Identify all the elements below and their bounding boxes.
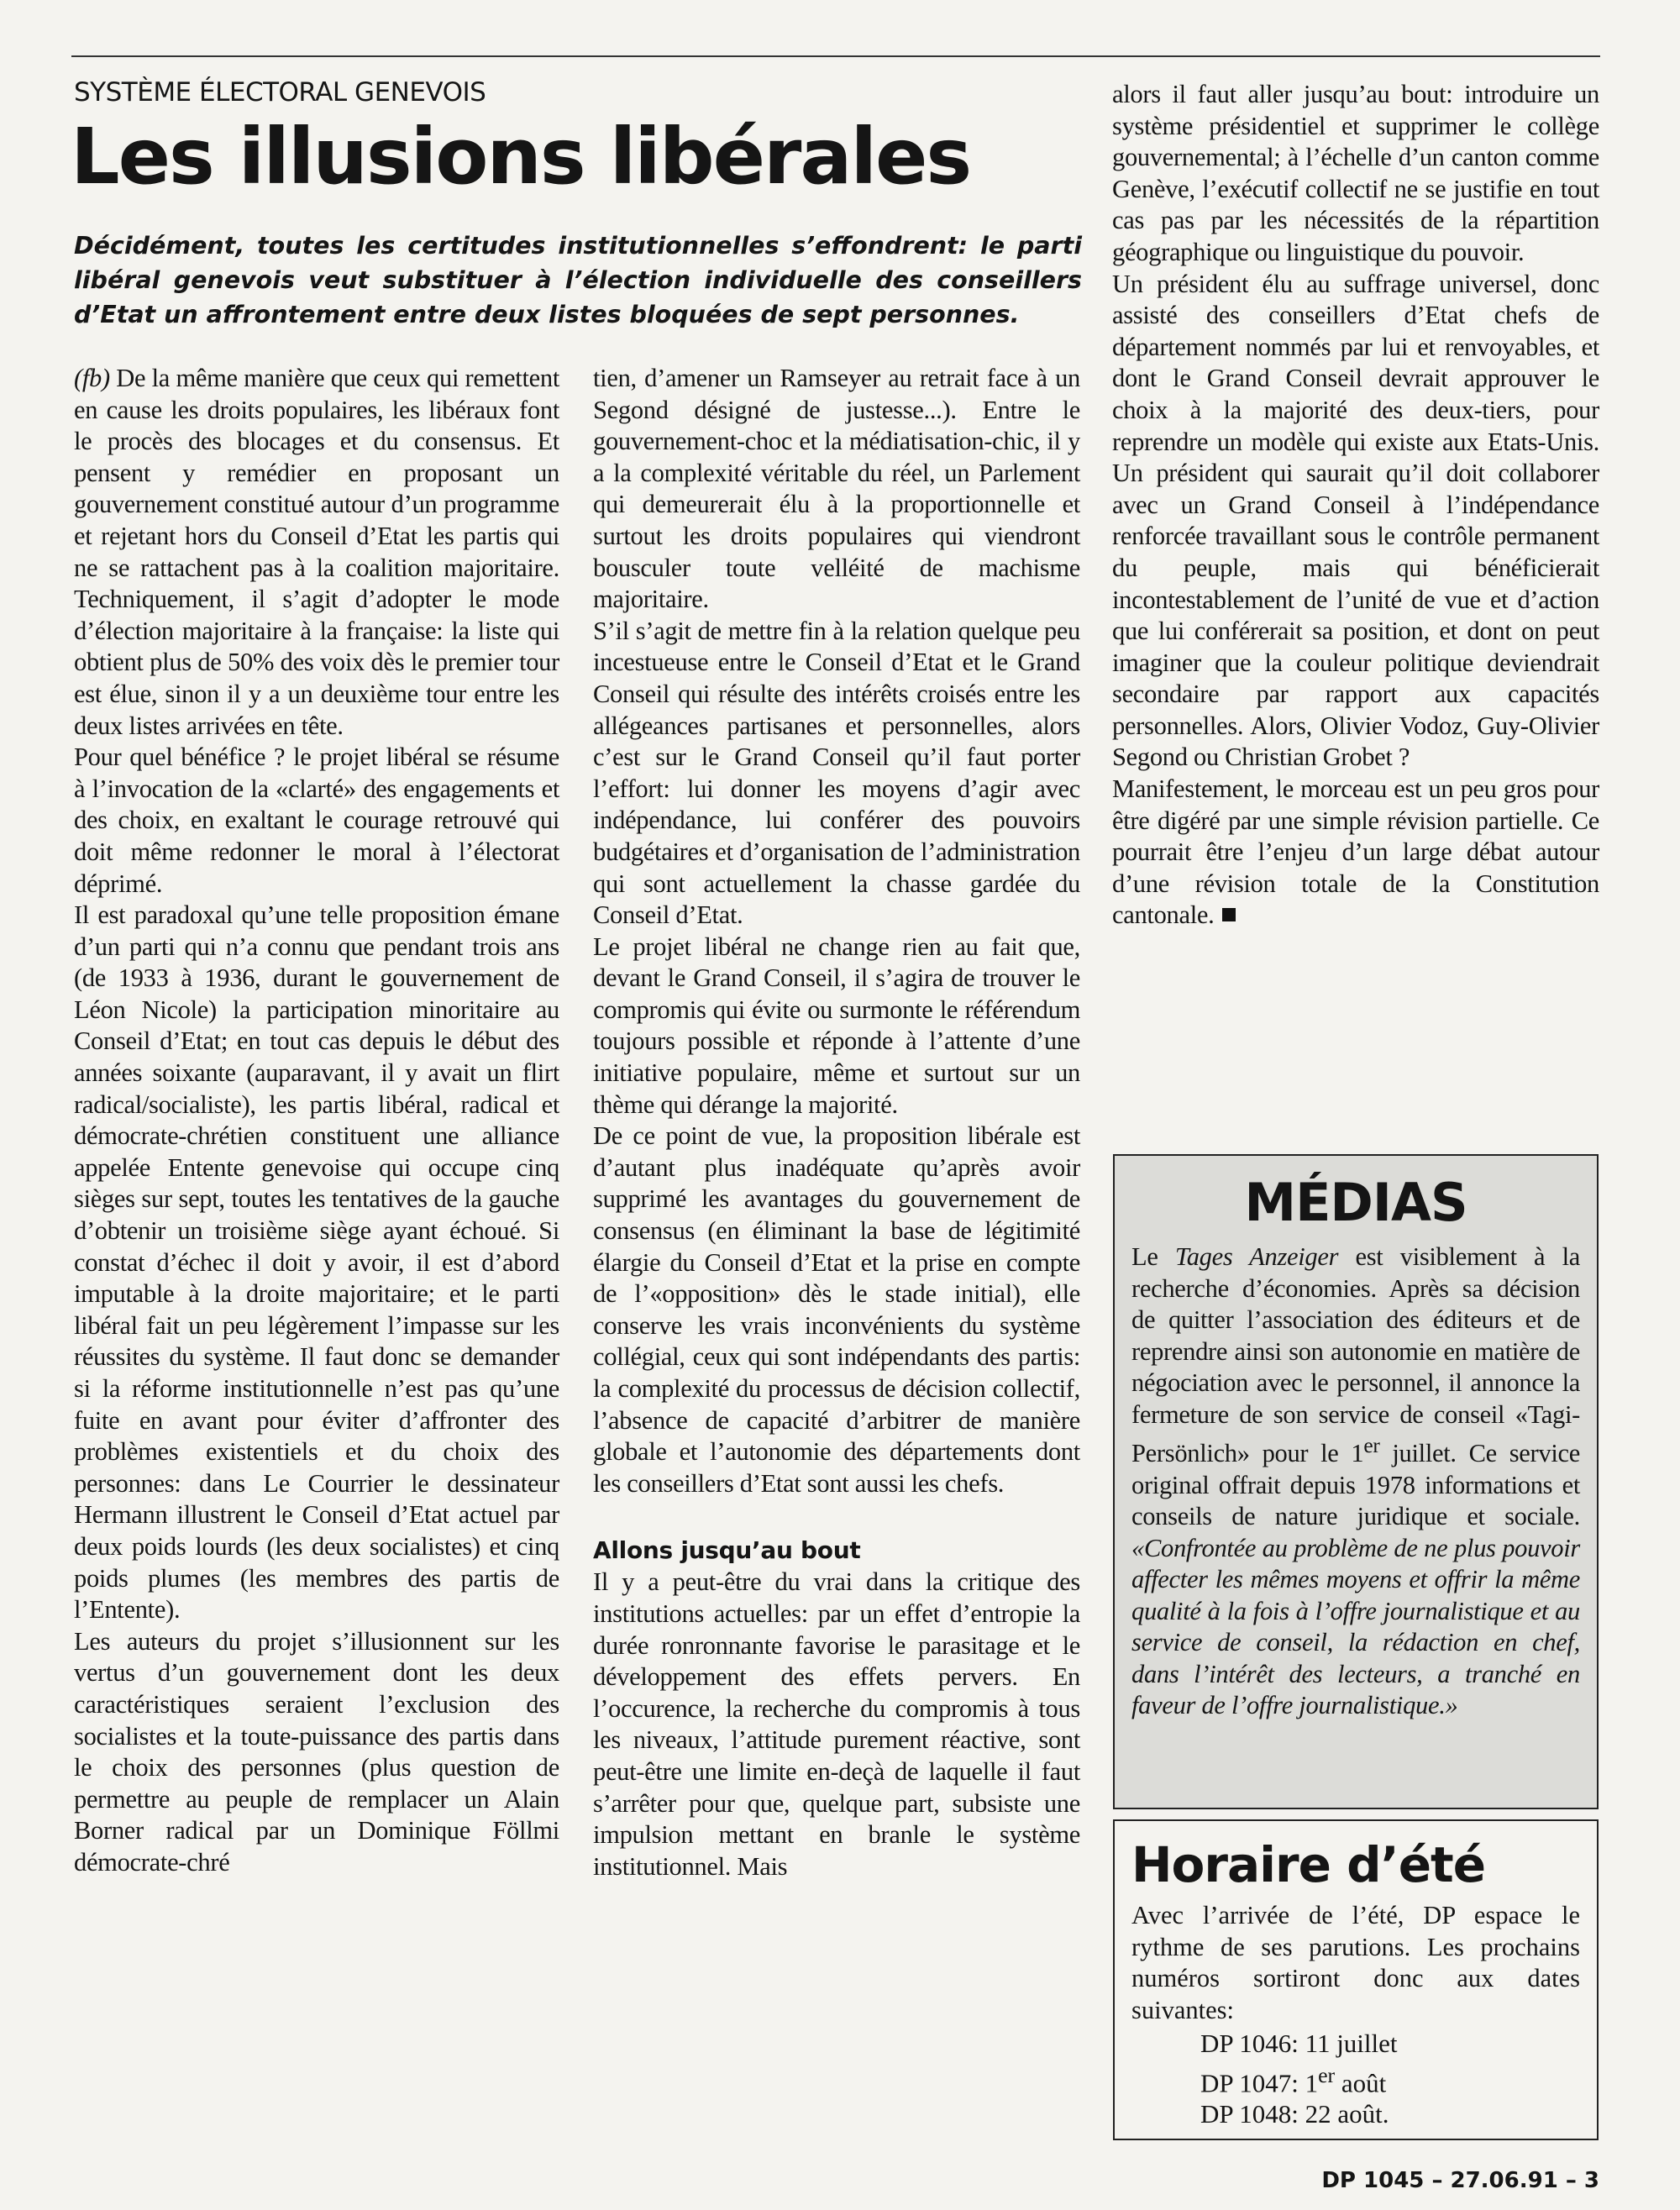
end-of-article-mark <box>1222 908 1236 921</box>
article-paragraph: Il y a peut-être du vrai dans la critique des institutions actuelles: par un effet d’entropie la durée ronronnante favorise le parasitage et le développement des effets pervers. En l’occurence, la recherche du compromis à tous les niveaux, l’attitude purement réactive, sont peut-être une limite en-deçà de laquelle il faut s’arrêter pour que, quelque part, subsiste une impulsion mettant en branle le système institutionnel. Mais <box>593 1567 1080 1881</box>
article-paragraph: Le projet libéral ne change rien au fait que, devant le Grand Conseil, il s’agira de trouver le compromis qui évite ou surmonte le référendum toujours possible et réponde à l’attente d’une initiative populaire, même et surtout sur un thème qui dérange la majorité. <box>593 932 1080 1119</box>
issue-dates-list <box>1131 2028 1580 2130</box>
article-paragraph: Les auteurs du projet s’illusionnent sur les vertus d’un gouvernement dont les deux caractéristiques seraient l’exclusion des socialistes et la toute-puissance des partis dans le choix des personnes (plus question de permettre au peuple de remplacer un Alain Borner radical par un Dominique Föllmi démocrate-chré <box>74 1626 559 1877</box>
byline: (fb) <box>74 364 110 392</box>
horaire-text: Avec l’arrivée de l’été, DP espace le rythme de ses parutions. Les prochains numéros sortiront donc aux dates suivantes: <box>1131 1901 1580 2024</box>
medias-box <box>1113 1154 1599 1809</box>
article-paragraph: De ce point de vue, la proposition libérale est d’autant plus inadéquate qu’après avoir supprimé les avantages du gouvernement de consensus (en éliminant la base de légitimité élargie du Conseil d’Etat et la prise en compte de l’«opposition» dès le stade initial), elle conserve les vrais inconvénients du système collégial, ceux qui sont indépendants des partis: la complexité du processus de décision collectif, l’absence de capacité d’arbitrer de manière globale et l’autonomie des départements dont les conseillers d’Etat sont aussi les chefs. <box>593 1121 1080 1498</box>
article-kicker: SYSTÈME ÉLECTORAL GENEVOIS <box>74 77 486 108</box>
medias-text: Le Tages Anzeiger est visiblement à la recherche d’économies. Après sa décision de quitter l’association des éditeurs et de reprendre ainsi son autonomie en matière de négociation avec le personnel, il annonce la fermeture de son service de conseil «Tagi-Persönlich» pour le 1er juillet. Ce service original offrait depuis 1978 informations et conseils de nature juridique et sociale. «Confrontée au problème de ne plus pouvoir affecter les mêmes moyens et offrir la même qualité à la fois à l’offre journalistique et au service de conseil, la rédaction en chef, dans l’intérêt des lecteurs, a tranché en faveur de l’offre journalistique.» <box>1131 1242 1580 1720</box>
article-paragraph: Il est paradoxal qu’une telle proposition émane d’un parti qui n’a connu que pendant trois ans (de 1933 à 1936, durant le gouvernement de Léon Nicole) la participation minoritaire au Conseil d’Etat; en tout cas depuis le début des années soixante (auparavant, il y avait un flirt radical/socialiste), les partis libéral, radical et démocrate-chrétien constituent une alliance appelée Entente genevoise qui occupe cinq sièges sur sept, toutes les tentatives de la gauche d’obtenir un troisième siège ayant échoué. Si constat d’échec il doit y avoir, il est d’abord imputable à la droite majoritaire; et le parti libéral fait un peu légèrement l’impasse sur les réussites du système. Il faut donc se demander si la réforme institutionnelle n’est pas qu’une fuite en avant pour éviter d’affronter des problèmes existentiels et du choix des personnes: dans Le Courrier le dessinateur Hermann illustrent le Conseil d’Etat actuel par deux poids lourds (les deux socialistes) et cinq poids plumes (les membres des partis de l’Entente). <box>74 900 559 1625</box>
article-subhead: Allons jusqu’au bout <box>593 1536 861 1565</box>
article-paragraph: alors il faut aller jusqu’au bout: introduire un système présidentiel et supprimer le collège gouvernemental; à l’échelle d’un canton comme Genève, l’exécutif collectif ne se justifie en tout cas pas par les nécessités de la répartition géographique ou linguistique du pouvoir. <box>1112 80 1599 266</box>
medias-title: MÉDIAS <box>1244 1172 1467 1233</box>
newspaper-name: Tages Anzeiger <box>1174 1242 1339 1271</box>
top-rule <box>71 55 1600 57</box>
article-paragraph: Pour quel bénéfice ? le projet libéral se résume à l’invocation de la «clarté» des engagements et des choix, en exaltant le courage retrouvé qui doit même redonner le moral à l’électorat déprimé. <box>74 743 559 898</box>
article-column-2 <box>593 363 1080 1882</box>
article-paragraph: (fb) De la même manière que ceux qui remettent en cause les droits populaires, les libéraux font le procès des blocages et du consensus. Et pensent y remédier en proposant un gouvernement constitué autour d’un programme et rejetant hors du Conseil d’Etat les partis qui ne se rattachent pas à la coalition majoritaire. Techniquement, il s’agit d’adopter le mode d’élection majoritaire à la française: la liste qui obtient plus de 50% des voix dès le premier tour est élue, sinon il y a un deuxième tour entre les deux listes arrivées en tête. <box>74 364 559 740</box>
article-lead: Décidément, toutes les certitudes institutionnelles s’effondrent: le parti libéral genevois veut substituer à l’élection individuelle des conseillers d’Etat un affrontement entre deux listes bloquées de sept personnes. <box>74 232 1082 328</box>
article-paragraph: Manifestement, le morceau est un peu gros pour être digéré par une simple révision partielle. Ce pourrait être l’enjeu d’un large débat autour d’une révision totale de la Constitution cantonale. <box>1112 774 1599 930</box>
issue-date: DP 1046: 11 juillet <box>1200 2029 1398 2058</box>
article-paragraph: S’il s’agit de mettre fin à la relation quelque peu incestueuse entre le Conseil d’Etat et le Grand Conseil qui résulte des intérêts croisés entre les allégeances partisanes et personnelles, alors c’est sur le Grand Conseil qu’il faut porter l’effort: lui donner les moyens d’agir avec indépendance, lui conférer des pouvoirs budgétaires et d’organisation de l’administration qui sont actuellement la chasse gardée du Conseil d’Etat. <box>593 616 1080 930</box>
article-paragraph: tien, d’amener un Ramseyer au retrait face à un Segond désigné de justesse...). Entre le gouvernement-choc et la médiatisation-chic, il y a la complexité véritable du réel, un Parlement qui demeurerait élu à la proportionnelle et surtout les droits populaires qui viendront bousculer toute velléité de machisme majoritaire. <box>593 364 1080 614</box>
issue-date: DP 1047: 1er août <box>1200 2062 1387 2097</box>
medias-quote: «Confrontée au problème de ne plus pouvoir affecter les mêmes moyens et offrir la même qualité à la fois à l’offre journalistique et au service de conseil, la rédaction en chef, dans l’intérêt des lecteurs, a tranché en faveur de l’offre journalistique.» <box>1131 1533 1580 1720</box>
horaire-title: Horaire d’été <box>1131 1836 1486 1893</box>
horaire-box <box>1113 1819 1599 2140</box>
issue-date: DP 1048: 22 août. <box>1200 2099 1389 2129</box>
page-folio: DP 1045 – 27.06.91 – 3 <box>1321 2168 1599 2193</box>
article-column-3 <box>1112 79 1599 932</box>
article-column-1 <box>74 363 559 1879</box>
article-paragraph: Un président élu au suffrage universel, donc assisté des conseillers d’Etat chefs de département nommés par lui et renvoyables, et dont le Grand Conseil devrait approuver le choix à la majorité des deux-tiers, pour reprendre un modèle qui existe aux Etats-Unis. Un président qui saurait qu’il doit collaborer avec un Grand Conseil à l’indépendance renforcée travaillant sous le contrôle permanent du peuple, mais qui bénéficierait incontestablement de l’unité de vue et d’action que lui conférerait sa position, et dont on peut imaginer que la couleur politique deviendrait secondaire par rapport aux capacités personnelles. Alors, Olivier Vodoz, Guy-Olivier Segond ou Christian Grobet ? <box>1112 269 1599 772</box>
article-headline: Les illusions libérales <box>71 112 971 202</box>
